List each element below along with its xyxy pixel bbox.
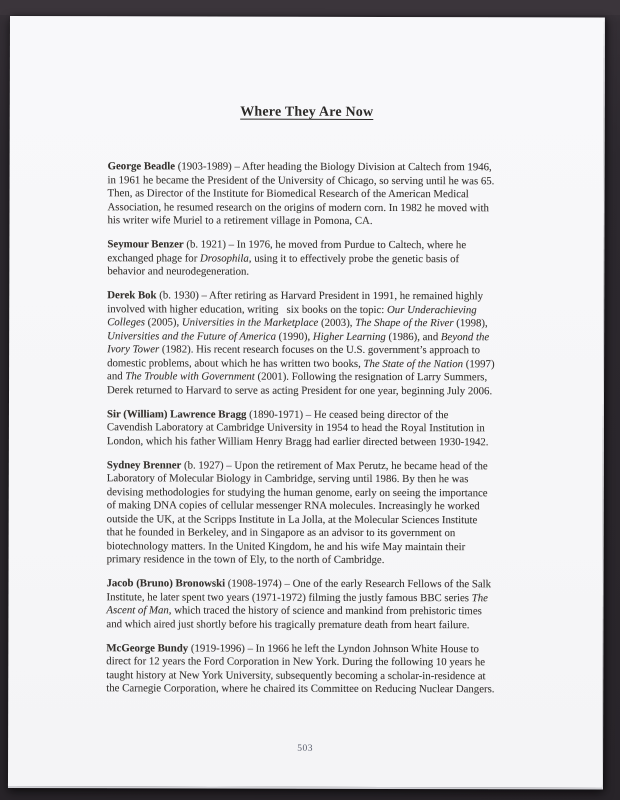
entry-text-italic: The Shape of the River — [355, 316, 454, 330]
entry-text-bold: Jacob (Bruno) Bronowski — [106, 577, 226, 590]
entry-text-normal: (b. 1927) – Upon the retirement of Max Perutz, he became head of the Laboratory of Molecular Biology in Cambridge, serving until 1986. By then he was devising methodologies for studying the human genome, early on seeing the importance of making DNA copies of cellular messenger RNA molecules. Increasingly he worked outside the UK, at the Scripps Institute in La Jolla, at the Molecular Sciences Institute that he founded in Berkeley, and in Singapore as an advisor to its government on biotechnology matters. In the United Kingdom, he and his wife May maintain their primary residence in the town of Ely, to the north of Cambridge. — [106, 458, 488, 566]
entry-text-normal: (1982). His recent research focuses on the U.S. government’s approach to domestic problems, about which he has written two books, — [107, 343, 481, 370]
page-title: Where They Are Now — [240, 104, 374, 120]
entry-text-normal: (1990), — [275, 330, 313, 343]
entry-text-normal: (1997) and — [107, 357, 495, 383]
entry-text-italic: Drosophila — [199, 251, 249, 265]
entry-text-bold: Sir (William) Lawrence Bragg — [106, 407, 247, 421]
entry-text-normal: (1998), — [453, 317, 488, 330]
entry-text-normal: (b. 1921) – In 1976, he moved from Purdue to Caltech, where he exchanged phage for — [107, 238, 467, 264]
entry-text-normal: (1919-1996) – In 1966 he left the Lyndon Johnson White House to direct for 12 years the Ford Corporation in New York. During the following 10 years he taught history at New York University, subsequently becoming a scholar-in-residence at the Carnegie Corporation, where he chaired its Committee on Reducing Nuclear Dangers. — [106, 641, 495, 696]
entry-text-bold: George Beadle — [107, 160, 176, 173]
entry-paragraph — [107, 408, 572, 450]
entry-text-italic: Our Underachieving Colleges — [107, 303, 477, 329]
entry-text-italic: Beyond the Ivory Tower — [107, 330, 490, 356]
entry-text-italic: Universities in the Marketplace — [181, 316, 319, 329]
entry-paragraph — [106, 642, 571, 697]
backdrop-top-band — [0, 0, 620, 15]
entry-text-bold: Sydney Brenner — [106, 458, 182, 471]
entry-paragraph — [107, 289, 572, 398]
page-number: 503 — [297, 743, 313, 754]
entries-container — [106, 160, 572, 707]
entry-text-normal: (2003), — [318, 316, 356, 329]
entry-text-normal: (b. 1930) – After retiring as Harvard President in 1991, he remained highly involved with higher education, writing six books on the topic: — [107, 289, 484, 316]
entry-paragraph — [107, 459, 572, 568]
entry-text-italic: The Ascent of Man — [106, 591, 488, 617]
entry-text-normal: (2005), — [144, 316, 182, 329]
entry-text-bold: Seymour Benzer — [107, 238, 184, 251]
entry-text-italic: Universities and the Future of America — [107, 329, 277, 343]
entry-text-bold: McGeorge Bundy — [106, 641, 189, 654]
entry-text-normal: (1908-1974) – One of the early Research Fellows of the Salk Institute, he later spent two years (1971-1972) filming the justly famous BBC series — [106, 577, 492, 604]
entry-text-normal: , using it to effectively probe the genetic basis of behavior and neurodegeneration. — [107, 252, 460, 278]
entry-text-normal: (2001). Following the resignation of Larry Summers, Derek returned to Harvard to serve as acting President for one year, beginning July 2006. — [107, 370, 493, 397]
entry-text-italic: The State of the Nation — [363, 357, 464, 370]
entry-text-normal: (1986), and — [385, 330, 441, 343]
entry-paragraph — [107, 238, 572, 280]
entry-text-normal: (1903-1989) – After heading the Biology Division at Caltech from 1946, in 1961 he became the President of the University of Chicago, so serving until he was 65. Then, as Director of the Institute for Biomedical Research of the American Medical Association, he resumed research on the origins of modern corn. In 1982 he moved with his writer wife Muriel to a retirement village in Pomona, CA. — [107, 160, 495, 227]
entry-text-bold: Derek Bok — [107, 289, 157, 302]
entry-text-normal: (1890-1971) – He ceased being director of the Cavendish Laboratory at Cambridge University in 1954 to head the Royal Institution in London, which his father William Henry Bragg had earlier directed between 1930-1942. — [106, 408, 489, 448]
entry-text-italic: The Trouble with Government — [125, 370, 255, 383]
entry-text-normal: , which traced the history of science and mankind from prehistoric times and which aired just shortly before his tragically premature death from heart failure. — [106, 604, 482, 631]
document-page — [8, 16, 605, 790]
entry-paragraph — [107, 160, 572, 229]
entry-text-italic: Higher Learning — [312, 330, 386, 343]
entry-paragraph — [106, 577, 571, 632]
